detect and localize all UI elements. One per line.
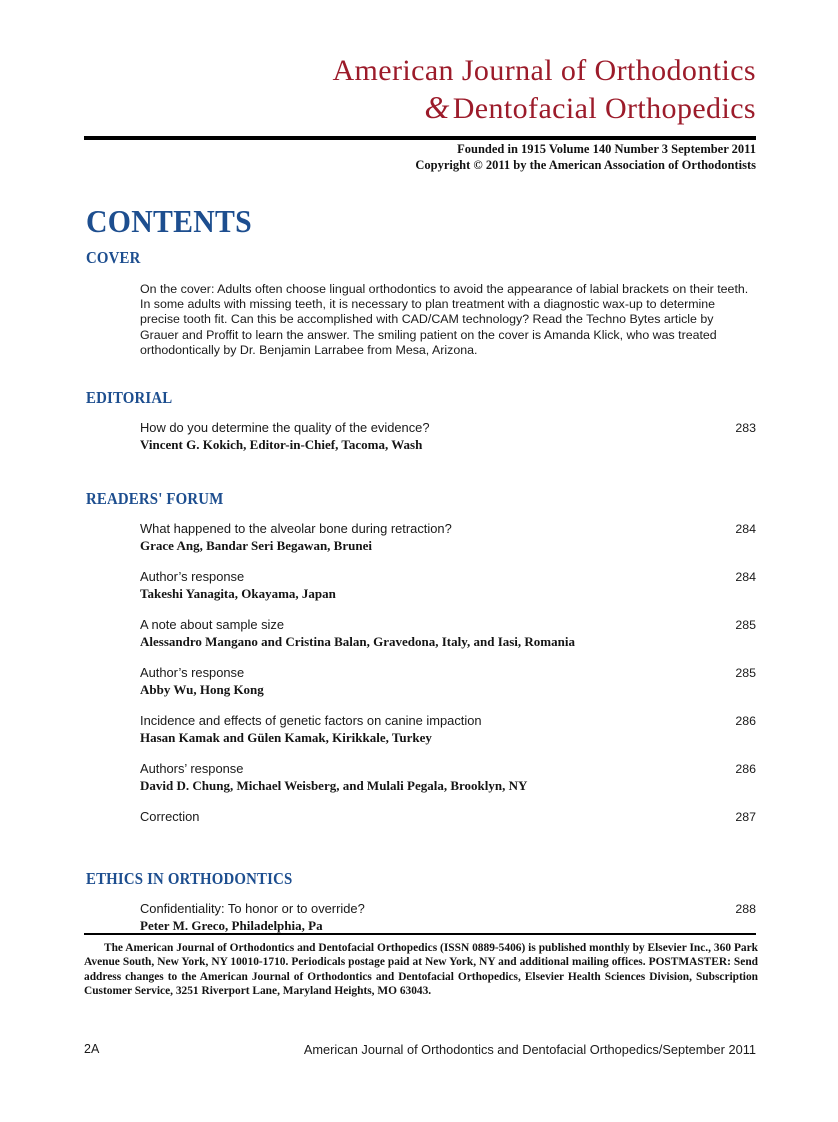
publication-statement: The American Journal of Orthodontics and Dentofacial Orthopedics (ISSN 0889-5406) is published monthly by Elsevier Inc., 360 Park Avenue South, New York, NY 10010-1710. Periodicals postage paid at New York, NY and additional mailing offices. POSTMASTER: Send address changes to the American Journal of Orthodontics and Dentofacial Orthopedics, Elsevier Health Sciences Division, Subscription Customer Service, 3251 Riverport Lane, Maryland Heights, MO 63043. <box>84 942 758 998</box>
spacer-after-cover <box>86 358 756 388</box>
toc-entry-title[interactable]: How do you determine the quality of the evidence? <box>140 420 430 436</box>
entry-list-ethics <box>140 901 756 934</box>
toc-entry-authors: Abby Wu, Hong Kong <box>140 682 264 698</box>
toc-entry-page: 284 <box>735 522 756 537</box>
ampersand-glyph: & <box>424 89 450 125</box>
toc-entry-page: 287 <box>735 810 756 825</box>
toc-entry-row <box>140 761 756 777</box>
footer-divider <box>84 933 756 935</box>
toc-entry-page: 284 <box>735 570 756 585</box>
toc-entry-authors: David D. Chung, Michael Weisberg, and Mulali Pegala, Brooklyn, NY <box>140 778 528 794</box>
toc-entry-row <box>140 901 756 917</box>
toc-entry-authors: Alessandro Mangano and Cristina Balan, Gravedona, Italy, and Iasi, Romania <box>140 634 575 650</box>
page-footer <box>84 1042 756 1060</box>
masthead-line-2-text: Dentofacial Orthopedics <box>452 92 756 125</box>
entry-list-editorial <box>140 420 756 453</box>
toc-entry[interactable] <box>140 713 756 746</box>
folio-number: 2A <box>84 1042 100 1056</box>
masthead-line-2 <box>84 89 756 127</box>
toc-entry-title[interactable]: Confidentiality: To honor or to override? <box>140 901 365 917</box>
toc-entry-title[interactable]: Incidence and effects of genetic factors on canine impaction <box>140 713 482 729</box>
spacer-after-editorial <box>86 453 756 489</box>
toc-entry-row <box>140 809 756 825</box>
toc-entry-title[interactable]: Author’s response <box>140 569 245 585</box>
toc-entry-authors: Peter M. Greco, Philadelphia, Pa <box>140 918 323 934</box>
toc-entry-authors: Vincent G. Kokich, Editor-in-Chief, Tacoma, Wash <box>140 437 423 453</box>
masthead-line-1: American Journal of Orthodontics <box>332 54 756 87</box>
toc-entry-page: 283 <box>735 421 756 436</box>
toc-entry-page: 286 <box>735 714 756 729</box>
imprint-copyright-line: Copyright © 2011 by the American Association of Orthodontists <box>415 157 756 172</box>
contents-body <box>86 248 756 934</box>
section-heading-editorial: EDITORIAL <box>86 388 173 408</box>
toc-entry[interactable] <box>140 569 756 602</box>
section-heading-readers-forum: READERS' FORUM <box>86 489 224 509</box>
toc-entry[interactable] <box>140 617 756 650</box>
toc-entry-row <box>140 713 756 729</box>
cover-description: On the cover: Adults often choose lingual orthodontics to avoid the appearance of labial brackets on their teeth. In some adults with missing teeth, it is necessary to plan treatment with a diagnostic wax-up to determine precise tooth fit. Can this be accomplished with CAD/CAM technology? Read the Techno Bytes article by Grauer and Proffit to learn the answer. The smiling patient on the cover is Amanda Klick, who was treated orthodontically by Dr. Benjamin Larrabee from Mesa, Arizona. <box>140 282 749 357</box>
toc-entry-title[interactable]: Authors’ response <box>140 761 244 777</box>
toc-entry-authors: Grace Ang, Bandar Seri Begawan, Brunei <box>140 538 372 554</box>
toc-entry-page: 286 <box>735 762 756 777</box>
masthead <box>84 52 756 127</box>
toc-entry[interactable] <box>140 420 756 453</box>
toc-entry-page: 285 <box>735 666 756 681</box>
section-ethics <box>86 869 756 934</box>
section-heading-cover: COVER <box>86 248 141 267</box>
entry-list-readers-forum <box>140 521 756 825</box>
toc-entry-row <box>140 420 756 436</box>
toc-entry[interactable] <box>140 665 756 698</box>
toc-entry-page: 288 <box>735 902 756 917</box>
toc-entry-row <box>140 569 756 585</box>
toc-entry[interactable] <box>140 521 756 554</box>
toc-entry-title[interactable]: Author’s response <box>140 665 245 681</box>
section-heading-ethics: ETHICS IN ORTHODONTICS <box>86 869 293 889</box>
toc-entry-title[interactable]: Correction <box>140 809 200 825</box>
toc-entry[interactable] <box>140 761 756 794</box>
imprint-founded-line: Founded in 1915 Volume 140 Number 3 September 2011 <box>457 142 756 156</box>
imprint-block <box>84 142 756 173</box>
section-readers-forum <box>86 489 756 825</box>
toc-entry-row <box>140 617 756 633</box>
masthead-divider <box>84 136 756 140</box>
toc-entry-title[interactable]: A note about sample size <box>140 617 285 633</box>
toc-entry[interactable] <box>140 901 756 934</box>
toc-entry-page: 285 <box>735 618 756 633</box>
toc-entry-authors: Takeshi Yanagita, Okayama, Japan <box>140 586 336 602</box>
section-editorial <box>86 388 756 453</box>
section-cover <box>86 248 756 358</box>
toc-entry[interactable] <box>140 809 756 825</box>
page-title: CONTENTS <box>86 203 252 239</box>
spacer-after-readers-forum <box>86 825 756 869</box>
toc-entry-title[interactable]: What happened to the alveolar bone during retraction? <box>140 521 452 537</box>
running-title: American Journal of Orthodontics and Dentofacial Orthopedics/September 2011 <box>303 1042 756 1057</box>
toc-entry-row <box>140 521 756 537</box>
toc-entry-authors: Hasan Kamak and Gülen Kamak, Kirikkale, Turkey <box>140 730 432 746</box>
toc-entry-row <box>140 665 756 681</box>
